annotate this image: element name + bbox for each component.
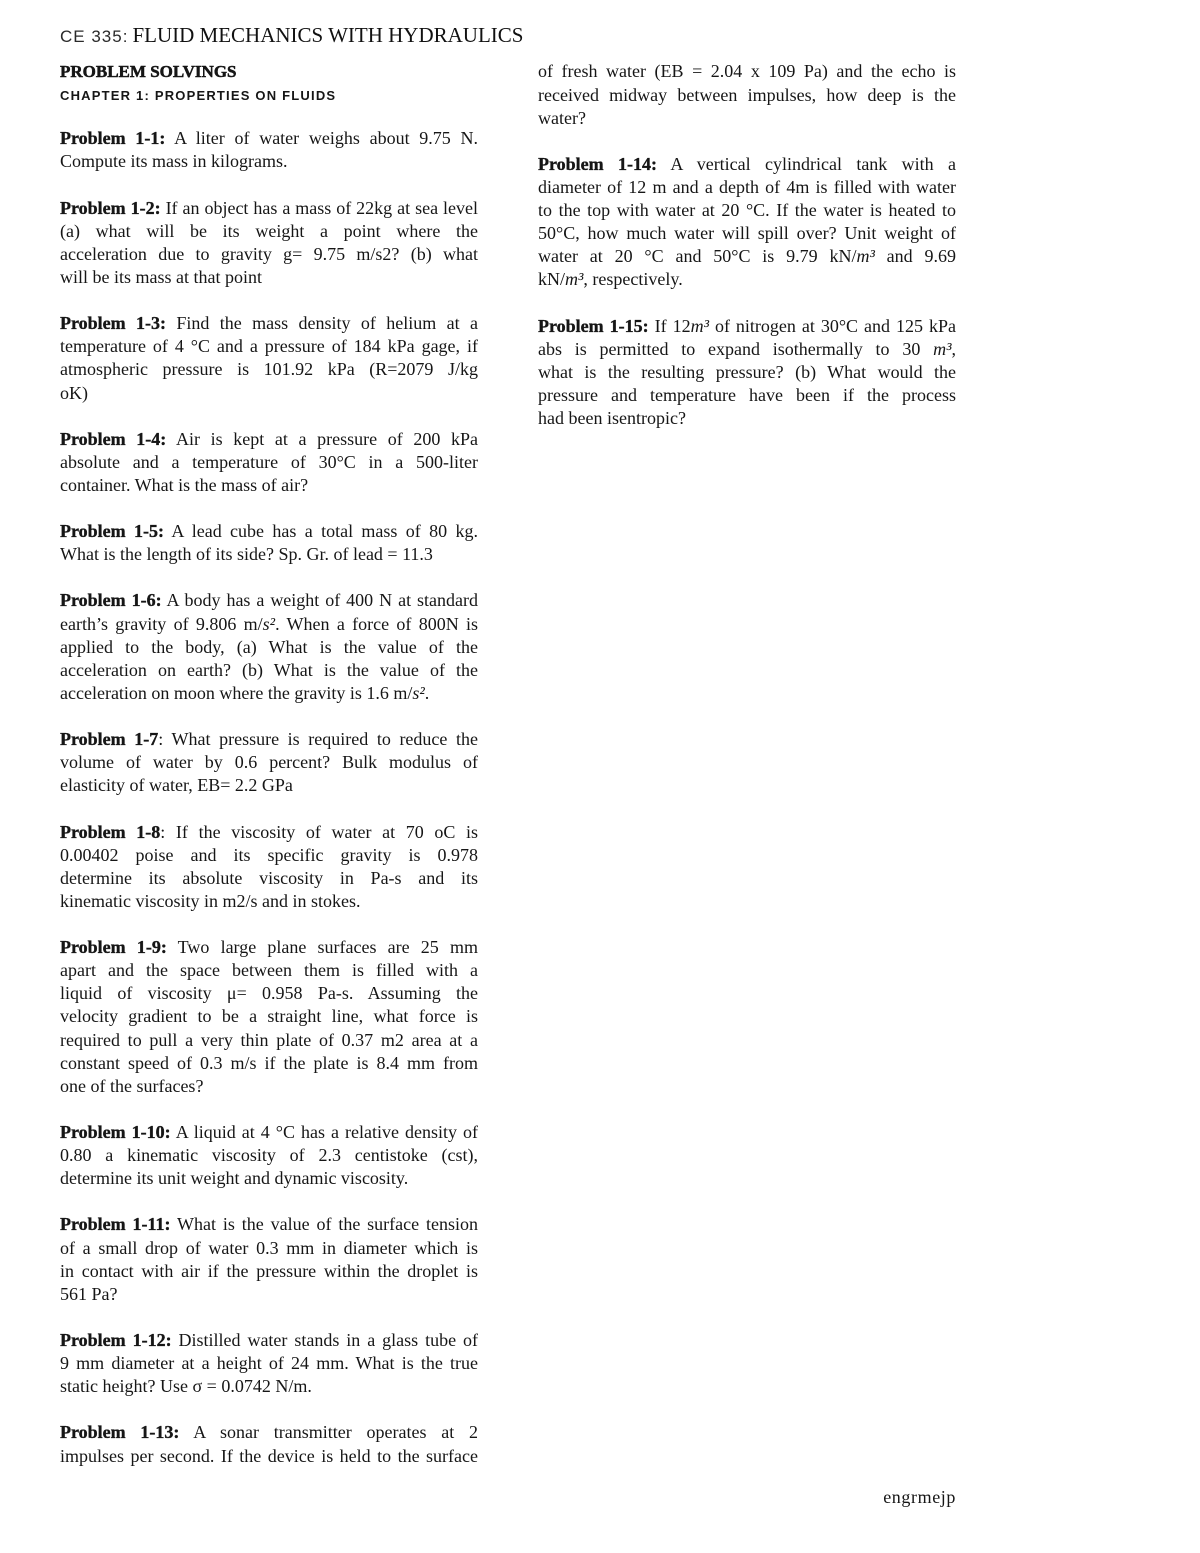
problem-line — [538, 84, 956, 107]
problem-line — [60, 982, 478, 1005]
problem-line — [60, 844, 478, 867]
problem-1-8 — [60, 821, 478, 913]
problem-text: . — [424, 682, 430, 703]
problem-1-10 — [60, 1121, 478, 1190]
problem-text: abs is permitted to expand isothermally to 30 — [538, 338, 934, 359]
problem-text: atmospheric pressure is 101.92 kPa (R=2079 J/kg — [60, 359, 478, 380]
problem-line — [60, 1005, 478, 1028]
problem-1-11 — [60, 1213, 478, 1305]
problem-label: Problem 1-9: — [60, 937, 167, 958]
problem-1-12 — [60, 1329, 478, 1398]
problem-text: oK) — [60, 382, 88, 403]
problem-line — [538, 199, 956, 222]
problem-text: static height? Use σ = 0.0742 N/m. — [60, 1376, 312, 1397]
math-term: m³ — [690, 315, 709, 336]
problem-line — [60, 1029, 478, 1052]
problem-text: will be its mass at that point — [60, 266, 262, 287]
problem-text: Find the mass density of helium at a — [166, 313, 478, 334]
problem-text: acceleration on earth? (b) What is the value of the — [60, 659, 478, 680]
problem-1-5 — [60, 520, 478, 566]
problem-line — [60, 243, 478, 266]
problem-line — [60, 774, 478, 797]
problem-text: determine its absolute viscosity in Pa-s and its — [60, 867, 478, 888]
problem-line — [538, 338, 956, 361]
problem-label: Problem 1-11: — [60, 1214, 171, 1235]
problem-text: to the top with water at 20 °C. If the water is heated to — [538, 200, 956, 221]
problem-line — [60, 636, 478, 659]
problem-text: A vertical cylindrical tank with a — [657, 153, 956, 174]
problem-text: If an object has a mass of 22kg at sea level — [160, 197, 478, 218]
section-title: PROBLEM SOLVINGS — [60, 62, 237, 82]
problem-label: Problem 1-12: — [60, 1329, 172, 1350]
problem-line — [60, 890, 478, 913]
problem-line — [538, 60, 956, 83]
problem-text: Air is kept at a pressure of 200 kPa — [166, 428, 478, 449]
math-term: m³ — [565, 269, 584, 290]
problem-text: of nitrogen at 30°C and 125 kPa — [708, 315, 956, 336]
problem-label: Problem 1-14: — [538, 153, 657, 174]
problem-1-3 — [60, 312, 478, 404]
problem-text: acceleration due to gravity g= 9.75 m/s2? (b) what — [60, 243, 478, 264]
problem-line — [60, 1445, 478, 1468]
problem-line — [60, 1283, 478, 1306]
problem-line — [538, 361, 956, 384]
problem-text: of a small drop of water 0.3 mm in diameter which is — [60, 1237, 478, 1258]
problem-label: Problem 1-5: — [60, 521, 164, 542]
problem-line — [538, 315, 956, 338]
problem-text: 9 mm diameter at a height of 24 mm. What is the true — [60, 1353, 478, 1374]
problem-line — [60, 335, 478, 358]
problem-text: 0.80 a kinematic viscosity of 2.3 centistoke (cst), — [60, 1145, 478, 1166]
problem-1-1 — [60, 127, 478, 173]
problem-line — [538, 176, 956, 199]
problem-text: apart and the space between them is filled with a — [60, 960, 478, 981]
problem-1-4 — [60, 428, 478, 497]
problem-text: what is the resulting pressure? (b) What would the — [538, 361, 956, 382]
problem-line — [60, 197, 478, 220]
problem-line — [60, 1421, 478, 1444]
problem-text: liquid of viscosity μ= 0.958 Pa-s. Assuming the — [60, 983, 478, 1004]
course-title: FLUID MECHANICS WITH HYDRAULICS — [132, 23, 524, 47]
problem-text: absolute and a temperature of 30°C in a 500-liter — [60, 451, 478, 472]
problem-1-13 — [60, 1421, 478, 1467]
problem-line — [60, 358, 478, 381]
problem-label: Problem 1-2: — [60, 197, 161, 218]
course-code: CE 335: — [60, 27, 129, 46]
problem-line — [60, 520, 478, 543]
problem-text: A liter of water weighs about 9.75 N. — [165, 128, 478, 149]
problem-line — [60, 474, 478, 497]
problem-text: water at 20 °C and 50°C is 9.79 kN/ — [538, 246, 857, 267]
problem-text: What is the value of the surface tension — [170, 1214, 478, 1235]
problem-text: : What pressure is required to reduce the — [158, 729, 478, 750]
problem-text: : If the viscosity of water at 70 oC is — [160, 821, 478, 842]
problem-line — [538, 222, 956, 245]
problem-1-14 — [538, 153, 956, 292]
math-term: s² — [262, 613, 276, 634]
problem-line — [538, 407, 956, 430]
problem-text: velocity gradient to be a straight line, what force is — [60, 1006, 478, 1027]
problem-text: Compute its mass in kilograms. — [60, 151, 288, 172]
problem-label: Problem 1-3: — [60, 313, 167, 334]
left-column — [60, 60, 478, 1467]
problem-line — [60, 659, 478, 682]
problem-line — [60, 382, 478, 405]
math-term: s² — [412, 682, 425, 703]
problem-text: of fresh water (EB = 2.04 x 109 Pa) and the echo is — [538, 61, 956, 82]
document-header — [60, 22, 523, 48]
problem-1-6 — [60, 589, 478, 705]
problem-label: Problem 1-15: — [538, 315, 649, 336]
problem-list-continued — [538, 60, 956, 430]
problem-line — [60, 1260, 478, 1283]
problem-text: in contact with air if the pressure within the droplet is — [60, 1260, 478, 1281]
problem-text: If 12 — [648, 315, 691, 336]
problem-line — [60, 821, 478, 844]
math-term: m³ — [933, 338, 952, 359]
problem-label: Problem 1-13: — [60, 1422, 180, 1443]
problem-text: volume of water by 0.6 percent? Bulk modulus of — [60, 752, 478, 773]
problem-text: pressure and temperature have been if the process — [538, 384, 956, 405]
problem-line — [60, 867, 478, 890]
problem-line — [60, 220, 478, 243]
problem-line — [60, 728, 478, 751]
footer-author: engrmejp — [883, 1487, 956, 1507]
problem-line — [60, 428, 478, 451]
problem-line — [60, 589, 478, 612]
problem-line — [538, 384, 956, 407]
problem-line — [538, 245, 956, 268]
problem-1-15 — [538, 315, 956, 431]
problem-label: Problem 1-6: — [60, 590, 162, 611]
problem-1-9 — [60, 936, 478, 1098]
problem-text: applied to the body, (a) What is the value of the — [60, 636, 478, 657]
problem-text: A body has a weight of 400 N at standard — [161, 590, 478, 611]
problem-text: elasticity of water, EB= 2.2 GPa — [60, 775, 293, 796]
problem-line — [60, 312, 478, 335]
problem-line — [60, 150, 478, 173]
right-column — [538, 60, 956, 430]
problem-label: Problem 1-1: — [60, 128, 166, 149]
problem-text: A lead cube has a total mass of 80 kg. — [164, 521, 478, 542]
problem-line — [60, 1052, 478, 1075]
math-term: m³ — [856, 246, 875, 267]
problem-line — [60, 543, 478, 566]
problem-text: acceleration on moon where the gravity is 1.6 m/ — [60, 682, 413, 703]
problem-text: constant speed of 0.3 m/s if the plate is 8.4 mm from — [60, 1052, 478, 1073]
problem-text: (a) what will be its weight a point where the — [60, 220, 478, 241]
problem-text: temperature of 4 °C and a pressure of 184 kPa gage, if — [60, 336, 478, 357]
problem-text: kinematic viscosity in m2/s and in stokes. — [60, 890, 361, 911]
problem-line — [60, 613, 478, 636]
problem-label: Problem 1-10: — [60, 1122, 171, 1142]
problem-line — [60, 1352, 478, 1375]
problem-label: Problem 1-7 — [60, 729, 159, 750]
problem-line — [60, 1213, 478, 1236]
problem-1-13-continued — [538, 60, 956, 129]
problem-text: diameter of 12 m and a depth of 4m is filled with water — [538, 176, 956, 197]
problem-text: A liquid at 4 °C has a relative density of — [170, 1122, 478, 1142]
problem-line — [60, 682, 478, 705]
problem-text: 50°C, how much water will spill over? Unit weight of — [538, 223, 956, 244]
problem-line — [60, 751, 478, 774]
problem-text: A sonar transmitter operates at 2 — [179, 1422, 478, 1443]
problem-text: container. What is the mass of air? — [60, 474, 309, 495]
problem-label: Problem 1-4: — [60, 428, 167, 449]
problem-text: impulses per second. If the device is held to the surface — [60, 1445, 478, 1466]
problem-1-2 — [60, 197, 478, 289]
problem-text: Two large plane surfaces are 25 mm — [166, 937, 478, 958]
problem-line — [60, 1329, 478, 1352]
problem-line — [60, 1375, 478, 1398]
problem-line — [60, 1075, 478, 1098]
problem-1-7 — [60, 728, 478, 797]
problem-text: water? — [538, 107, 586, 128]
problem-line — [60, 1237, 478, 1260]
problem-line — [538, 153, 956, 176]
problem-text: and 9.69 — [874, 246, 956, 267]
problem-line — [60, 127, 478, 150]
problem-text: What is the length of its side? Sp. Gr. of lead = 11.3 — [60, 544, 433, 565]
problem-line — [60, 266, 478, 289]
problem-line — [60, 1121, 478, 1144]
problem-list — [60, 127, 478, 1467]
problem-line — [60, 1144, 478, 1167]
problem-text: 0.00402 poise and its specific gravity is 0.978 — [60, 844, 478, 865]
problem-text: , respectively. — [583, 269, 683, 290]
problem-text: required to pull a very thin plate of 0.37 m2 area at a — [60, 1029, 478, 1050]
problem-text: . When a force of 800N is — [275, 613, 478, 634]
problem-line — [538, 107, 956, 130]
problem-text: Distilled water stands in a glass tube of — [171, 1329, 478, 1350]
problem-line — [60, 1167, 478, 1190]
problem-text: one of the surfaces? — [60, 1075, 204, 1096]
problem-text: , — [951, 338, 956, 359]
problem-text: had been isentropic? — [538, 408, 686, 429]
problem-text: 561 Pa? — [60, 1283, 118, 1304]
problem-line — [60, 959, 478, 982]
problem-label: Problem 1-8 — [60, 821, 161, 842]
problem-text: kN/ — [538, 269, 565, 290]
problem-text: earth’s gravity of 9.806 m/ — [60, 613, 263, 634]
problem-line — [60, 451, 478, 474]
problem-line — [60, 936, 478, 959]
chapter-heading: CHAPTER 1: PROPERTIES ON FLUIDS — [60, 87, 337, 103]
problem-text: determine its unit weight and dynamic viscosity. — [60, 1168, 409, 1189]
problem-text: received midway between impulses, how deep is the — [538, 84, 956, 105]
problem-line — [538, 268, 956, 291]
